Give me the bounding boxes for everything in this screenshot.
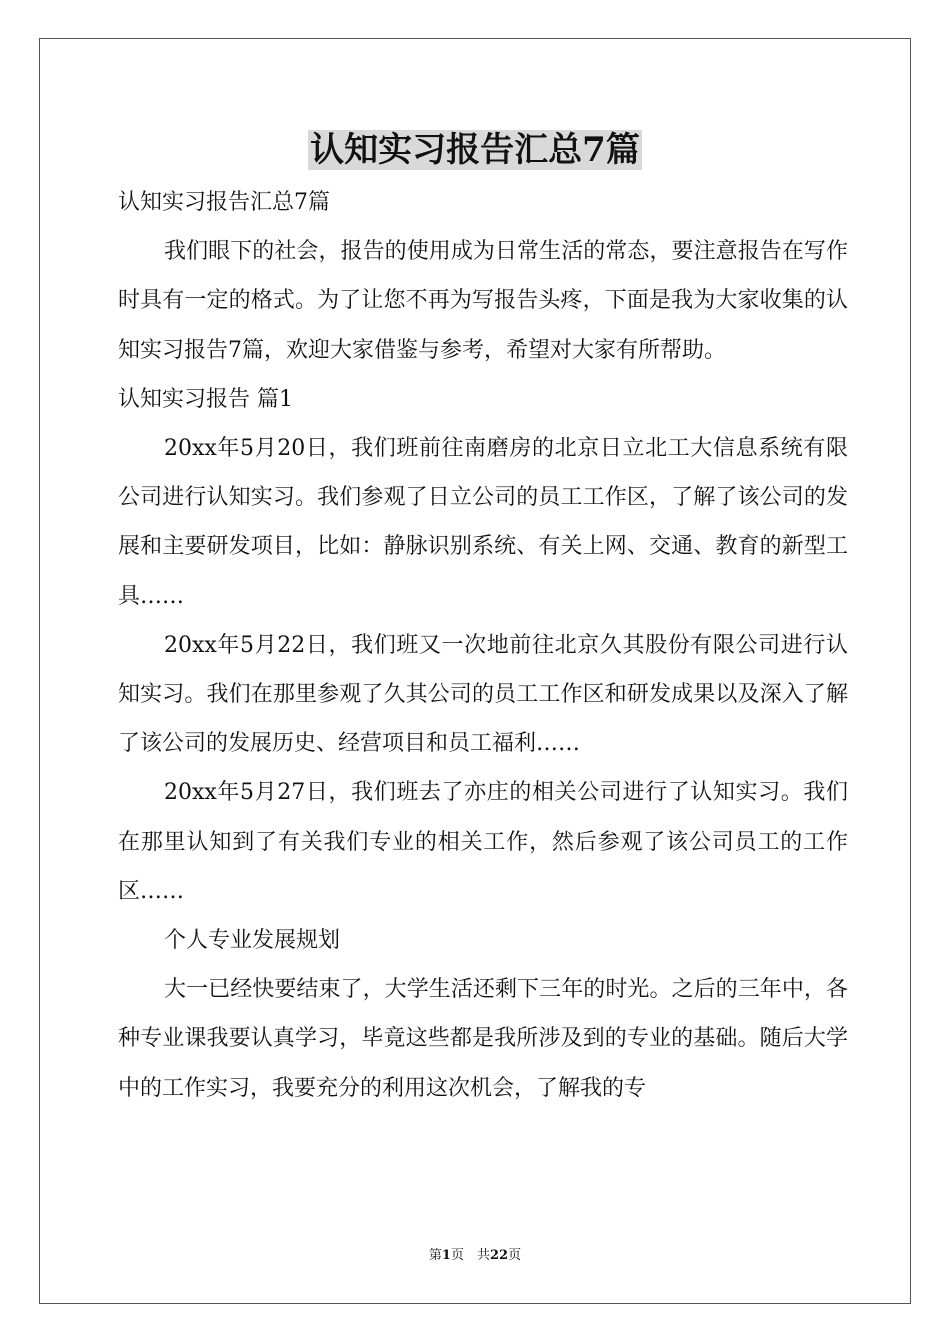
footer-middle: 页 共 xyxy=(450,1248,490,1263)
page-footer xyxy=(0,1247,950,1265)
paragraph: 我们眼下的社会，报告的使用成为日常生活的常态，要注意报告在写作时具有一定的格式。为了让您不再为写报告头疼，下面是我为大家收集的认知实习报告7篇，欢迎大家借鉴与参考，希望对大家有所帮助。 xyxy=(118,239,848,363)
footer-suffix: 页 xyxy=(508,1248,522,1263)
document-body xyxy=(118,178,848,1113)
paragraph: 20xx年5月22日，我们班又一次地前往北京久其股份有限公司进行认知实习。我们在那里参观了久其公司的员工工作区和研发成果以及深入了解了该公司的发展历史、经营项目和员工福利…… xyxy=(118,632,848,757)
section-heading: 认知实习报告 篇1 xyxy=(118,386,293,412)
paragraph: 20xx年5月27日，我们班去了亦庄的相关公司进行了认知实习。我们在那里认知到了有关我们专业的相关工作，然后参观了该公司员工的工作区…… xyxy=(118,780,848,904)
paragraph: 认知实习报告汇总7篇 xyxy=(118,190,330,215)
footer-total-pages: 22 xyxy=(489,1248,509,1263)
footer-page-number: 1 xyxy=(441,1248,451,1263)
paragraph: 大一已经快要结束了，大学生活还剩下三年的时光。之后的三年中，各种专业课我要认真学习，毕竟这些都是我所涉及到的专业的基础。随后大学中的工作实习，我要充分的利用这次机会，了解我的专 xyxy=(118,977,848,1101)
document-title-text: 认知实习报告汇总7篇 xyxy=(310,130,640,170)
subheading: 个人专业发展规划 xyxy=(164,928,341,954)
paragraph: 20xx年5月20日，我们班前往南磨房的北京日立北工大信息系统有限公司进行认知实习。我们参观了日立公司的员工工作区，了解了该公司的发展和主要研发项目，比如：静脉识别系统、有关上网、交通、教育的新型工具…… xyxy=(118,436,848,609)
document-title xyxy=(0,128,950,172)
footer-prefix: 第 xyxy=(428,1248,442,1263)
